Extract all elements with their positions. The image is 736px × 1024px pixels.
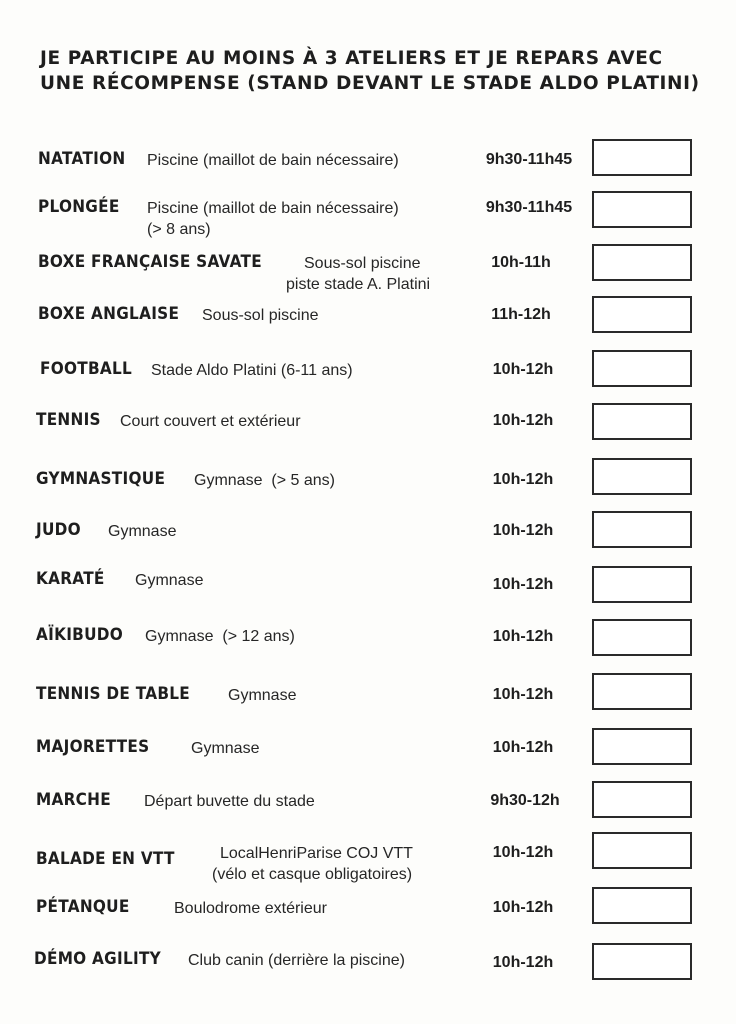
activity-place (174, 898, 327, 919)
activity-name: BALADE EN VTT (36, 849, 175, 869)
activity-time: 10h-12h (492, 628, 554, 645)
activity-name: TENNIS (36, 410, 101, 430)
activity-checkbox[interactable] (592, 511, 692, 548)
activity-time: 10h-12h (492, 954, 554, 971)
activity-place-line2: (vélo et casque obligatoires) (212, 866, 413, 883)
activity-name: JUDO (36, 520, 81, 540)
activity-time: 10h-12h (492, 686, 554, 703)
activity-time: 10h-12h (492, 471, 554, 488)
activity-checkbox[interactable] (592, 832, 692, 869)
activity-place-line1: Gymnase (108, 523, 177, 540)
activity-checkbox[interactable] (592, 887, 692, 924)
activity-place (120, 411, 301, 432)
activity-place (145, 626, 295, 647)
activity-place-line1: Gymnase (> 12 ans) (145, 628, 295, 645)
activity-place-line1: Gymnase (> 5 ans) (194, 472, 335, 489)
activity-checkbox[interactable] (592, 781, 692, 818)
activity-place (144, 791, 315, 812)
activity-time: 10h-12h (492, 522, 554, 539)
activity-place-line1: Club canin (derrière la piscine) (188, 952, 405, 969)
activity-checkbox[interactable] (592, 139, 692, 176)
activity-place (147, 150, 399, 171)
activity-place (151, 360, 353, 381)
header-line-1: JE PARTICIPE AU MOINS À 3 ATELIERS ET JE REPARS AVEC (40, 48, 663, 69)
activity-time: 10h-11h (491, 254, 551, 271)
activity-time: 9h30-11h45 (485, 199, 573, 216)
activity-name: DÉMO AGILITY (34, 949, 162, 969)
activity-checkbox[interactable] (592, 403, 692, 440)
activity-place (135, 570, 203, 591)
activity-place-line1: Piscine (maillot de bain nécessaire) (147, 200, 399, 217)
activity-checkbox[interactable] (592, 728, 692, 765)
header-line-2: UNE RÉCOMPENSE (STAND DEVANT LE STADE ALDO PLATINI) (40, 73, 700, 94)
activity-checkbox[interactable] (592, 943, 692, 980)
activity-time: 10h-12h (492, 361, 554, 378)
activity-place (147, 198, 399, 240)
activity-place (108, 521, 176, 542)
activity-place-line2: (> 8 ans) (147, 221, 211, 238)
activity-name: BOXE ANGLAISE (38, 304, 180, 324)
activity-place-line1: Stade Aldo Platini (6-11 ans) (151, 362, 353, 379)
activity-place-line1: LocalHenriParise COJ VTT (220, 845, 413, 862)
activity-checkbox[interactable] (592, 619, 692, 656)
activity-name: AÏKIBUDO (36, 625, 124, 645)
activity-checkbox[interactable] (592, 191, 692, 228)
activity-name: MARCHE (36, 790, 111, 810)
activity-place-line1: Gymnase (191, 740, 260, 757)
activity-name: FOOTBALL (40, 359, 133, 379)
activity-checkbox[interactable] (592, 350, 692, 387)
activity-place (212, 843, 413, 885)
activity-checkbox[interactable] (592, 458, 692, 495)
activity-time: 10h-12h (492, 412, 554, 429)
activity-checkbox[interactable] (592, 296, 692, 333)
activity-place-line2: piste stade A. Platini (286, 276, 431, 293)
activity-name: GYMNASTIQUE (36, 469, 166, 489)
activity-place (188, 950, 405, 971)
activity-place-line1: Court couvert et extérieur (120, 413, 301, 430)
activity-place (202, 305, 319, 326)
activity-place-line1: Boulodrome extérieur (174, 900, 327, 917)
activity-place-line1: Piscine (maillot de bain nécessaire) (147, 152, 399, 169)
activity-place (191, 738, 259, 759)
activity-time: 10h-12h (492, 899, 554, 916)
activity-name: PLONGÉE (38, 197, 120, 217)
activity-time: 9h30-11h45 (485, 151, 573, 168)
activity-name: KARATÉ (36, 569, 105, 589)
activity-time: 9h30-12h (490, 792, 560, 809)
activity-checkbox[interactable] (592, 244, 692, 281)
activity-place (228, 685, 296, 706)
activity-name: BOXE FRANÇAISE SAVATE (38, 252, 262, 272)
activity-checkbox[interactable] (592, 566, 692, 603)
activity-time: 10h-12h (492, 844, 554, 861)
activity-name: PÉTANQUE (36, 897, 130, 917)
activity-time: 11h-12h (491, 306, 551, 323)
activity-name: TENNIS DE TABLE (36, 684, 191, 704)
activity-place-line1: Départ buvette du stade (144, 793, 315, 810)
activity-place-line1: Gymnase (228, 687, 297, 704)
activity-place (194, 470, 335, 491)
activity-place-line1: Gymnase (135, 572, 204, 589)
activity-place-line1: Sous-sol piscine (304, 255, 421, 272)
activity-time: 10h-12h (492, 739, 554, 756)
activity-place-line1: Sous-sol piscine (202, 307, 319, 324)
activity-time: 10h-12h (492, 576, 554, 593)
activity-place (286, 253, 430, 295)
activity-name: MAJORETTES (36, 737, 150, 757)
activity-checkbox[interactable] (592, 673, 692, 710)
page-header (40, 46, 700, 96)
activity-name: NATATION (38, 149, 126, 169)
